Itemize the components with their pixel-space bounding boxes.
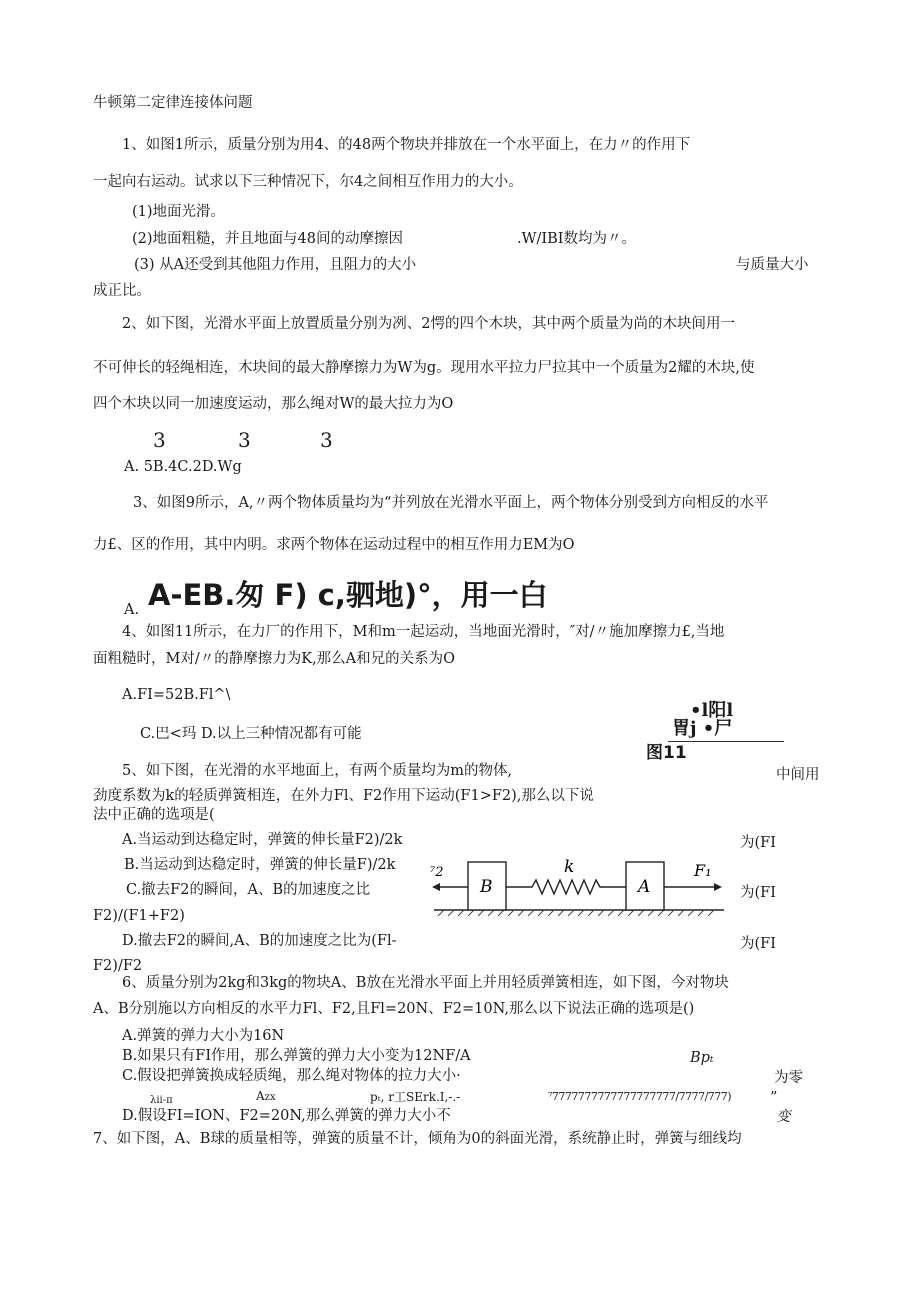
q5-line3: 法中正确的选项是( (93, 807, 215, 823)
q4-figure-mid: 胃j •尸 (672, 718, 733, 739)
q6-line2: A、B分别施以方向相反的水平力Fl、F2,且Fl=20N、F2=10N,那么以下说法正确的选项是() (93, 1001, 695, 1017)
q5-option-c: C.撤去F2的瞬间，A、B的加速度之比 (126, 882, 371, 898)
q3-line2: 力£、区的作用，其中内明。求两个物体在运动过程中的相互作用力EM为O (93, 537, 575, 553)
q4-line1: 4、如图11所示，在力厂的作用下，M和m一起运动，当地面光滑时，″对/〃施加摩擦力£,当地 (122, 624, 725, 640)
q6-fragment-sub: zx (264, 1092, 276, 1103)
q5-option-a: A.当运动到达稳定时，弹簧的伸长量F2)/2k (122, 832, 403, 848)
q3-line1: 3、如图9所示，A,〃两个物体质量均为“并列放在光滑水平面上，两个物体分别受到方向相反的水平 (133, 495, 769, 511)
q5-option-b-side: 为(FI (740, 885, 776, 901)
q6-option-a: A.弹簧的弹力大小为16N (122, 1028, 285, 1044)
spring-block-diagram (428, 850, 728, 916)
force-f1-arrowhead (714, 883, 722, 891)
force-f2-arrowhead (432, 883, 440, 891)
q2-fraction-num-3: 3 (320, 428, 333, 452)
q6-figure-fragment-5: ” (770, 1090, 778, 1106)
q6-figure-fragment-3: pₜ, r工SErk.I,-.- (370, 1090, 461, 1104)
q5-option-c-cont: F2)/(F1+F2) (93, 908, 185, 924)
force-f2-label: ⁷2 (430, 865, 444, 880)
q3-choice-prefix: A. (124, 602, 140, 618)
q6-option-b: B.如果只有FI作用，那么弹簧的弹力大小变为12NF/A (122, 1048, 471, 1064)
q4-choice-c: C.巴<玛 D.以上三种情况都有可能 (140, 726, 362, 742)
q4-line2: 面粗糙时，M对/〃的静摩擦力为K,那么A和兄的关系为O (93, 651, 456, 667)
q4-figure-label: 图11 (646, 743, 687, 763)
q6-fragment-letter: A (256, 1089, 265, 1103)
ground-hatching (438, 910, 714, 916)
q3-choices-formula: A-EB.匆 F) c,驷地)°，用一白 (148, 578, 548, 612)
q6-figure-ground: ⁷7777777777777777777/7777/777) (548, 1090, 732, 1103)
q2-fraction-num-1: 3 (153, 428, 166, 452)
spring (506, 880, 626, 894)
q1-option-3a: (3) 从A还受到其他阻力作用，且阻力的大小 (134, 257, 417, 273)
q2-fraction-num-2: 3 (238, 428, 251, 452)
q6-option-c: C.假设把弹簧换成轻质绳，那么绳对物体的拉力大小· (122, 1068, 461, 1084)
q6-line1: 6、质量分别为2kg和3kg的物块A、B放在光滑水平面上并用轻质弹簧相连，如下图，今对物块 (122, 975, 729, 991)
q5-option-d-side: 为(FI (740, 936, 776, 952)
q2-line2: 不可伸长的轻绳相连，木块间的最大静摩擦力为W为g。现用水平拉力尸拉其中一个质量为2耀的木块,使 (93, 360, 755, 376)
q2-choices: A. 5B.4C.2D.Wg (124, 459, 242, 475)
q2-line3: 四个木块以同一加速度运动，那么绳对W的最大拉力为O (93, 396, 454, 412)
q1-line-end: 成正比。 (93, 283, 151, 299)
block-a-label: A (638, 877, 651, 897)
force-f1-label: F₁ (694, 861, 712, 880)
q4-figure-top: •l阳l (690, 700, 734, 721)
q6-figure-fragment-2 (256, 1089, 276, 1105)
q1-option-1: (1)地面光滑。 (132, 204, 226, 220)
q6-figure-fragment-1: λii-π (150, 1095, 173, 1106)
q5-line1: 5、如下图，在光滑的水平地面上，有两个质量均为m的物体, (122, 763, 513, 779)
q2-line1: 2、如下图，光滑水平面上放置质量分别为冽、2愕的四个木块，其中两个质量为尚的木块间用一 (122, 316, 735, 332)
q4-choice-a: A.FI=52B.Fl^\ (122, 687, 231, 703)
q1-option-2a: (2)地面粗糙，并且地面与48间的动摩擦因 (132, 231, 403, 247)
q6-option-b-side: Bpₜ (690, 1050, 714, 1066)
q5-option-b: B.当运动到达稳定时，弹簧的伸长量F)/2k (124, 857, 396, 873)
q1-line2: 一起向右运动。试求以下三种情况下，尔4之间相互作用力的大小。 (93, 174, 523, 190)
q5-option-d: D.撤去F2的瞬间,A、B的加速度之比为(Fl- (122, 933, 397, 949)
q5-option-d-cont: F2)/F2 (93, 958, 143, 974)
q5-side-mid: 中间用 (776, 767, 820, 783)
q7-line1: 7、如下图，A、B球的质量相等，弹簧的质量不计，倾角为0的斜面光滑，系统静止时，弹簧与细线均 (93, 1131, 742, 1147)
q1-option-3b: 与质量大小 (736, 257, 809, 273)
page-title: 牛顿第二定律连接体问题 (93, 95, 253, 111)
block-b-label: B (480, 877, 493, 897)
q1-option-2b: .W/IBI数均为〃。 (517, 231, 637, 247)
q5-line2: 劲度系数为k的轻质弹簧相连，在外力Fl、F2作用下运动(F1>F2),那么以下说 (93, 788, 594, 804)
q6-option-d: D.假设FI=ION、F2=20N,那么弹簧的弹力大小不 (122, 1108, 451, 1124)
q5-option-a-side: 为(FI (740, 835, 776, 851)
q6-option-c-side: 为零 (774, 1070, 803, 1086)
q1-line1: 1、如图1所示，质量分别为用4、的48两个物块并排放在一个水平面上，在力〃的作用下 (122, 137, 691, 153)
q4-figure-underline (668, 741, 784, 742)
spring-constant-label: k (564, 857, 575, 877)
q6-option-d-side: 变 (776, 1109, 791, 1125)
